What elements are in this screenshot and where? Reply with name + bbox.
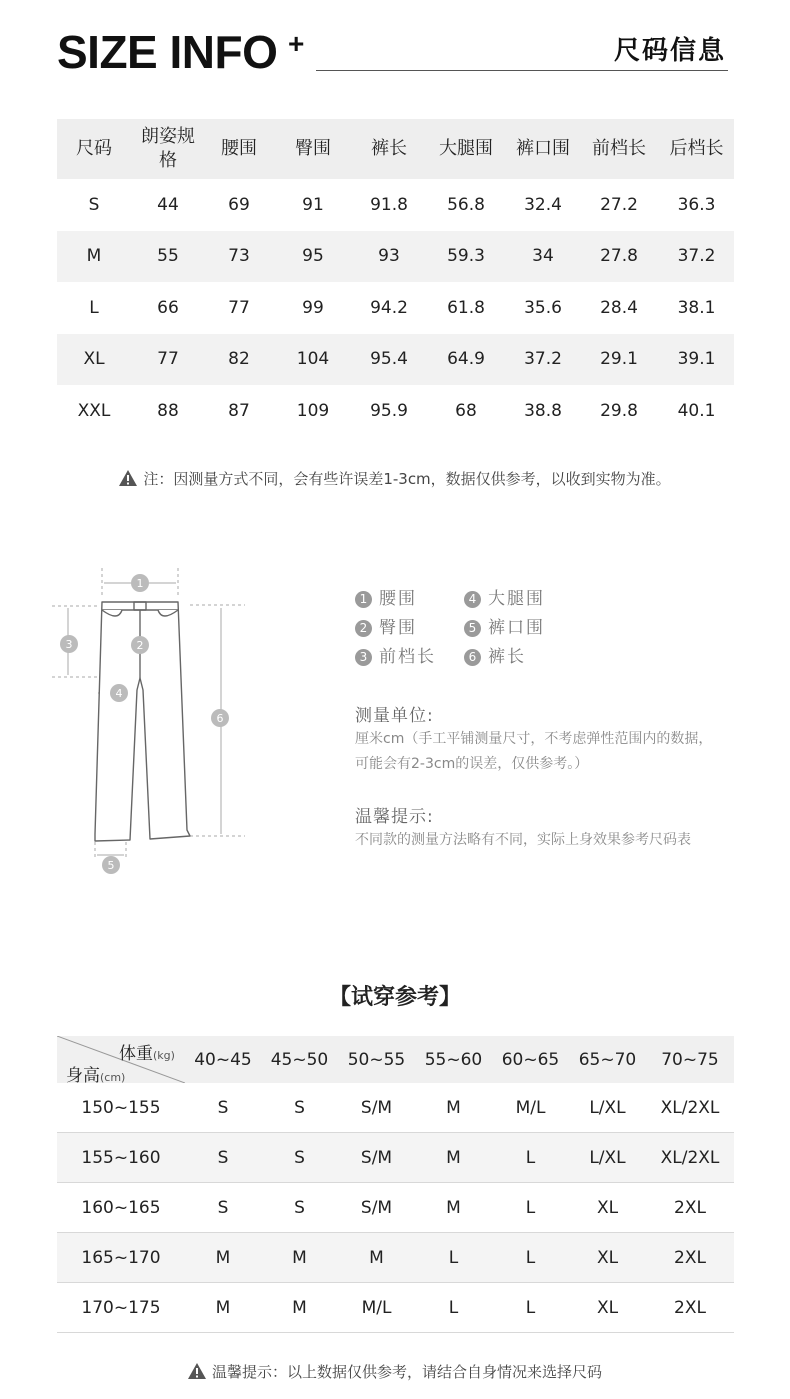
table-cell: 104 — [296, 349, 330, 370]
table-cell: L — [525, 1147, 536, 1168]
table-cell: 38.8 — [524, 400, 562, 421]
legend-number: 6 — [464, 649, 481, 666]
table-row — [57, 1183, 734, 1233]
header-cell: 大腿围 — [439, 138, 493, 159]
table-cell: 32.4 — [524, 194, 562, 215]
measure-unit-heading: 测量单位: — [355, 706, 434, 726]
table-cell: L — [525, 1247, 536, 1268]
table-cell: 94.2 — [370, 297, 408, 318]
corner-weight-label: 体重 — [119, 1044, 153, 1064]
table-cell: L — [89, 297, 99, 318]
legend-number: 5 — [464, 620, 481, 637]
table-cell: S — [88, 194, 100, 215]
table-cell: 93 — [378, 246, 400, 267]
table-cell: 73 — [228, 246, 250, 267]
marker-1: 1 — [136, 577, 144, 590]
table-cell: 55 — [157, 246, 179, 267]
marker-4: 4 — [115, 687, 123, 700]
table-cell: S — [294, 1097, 305, 1118]
table-cell: M — [292, 1247, 307, 1268]
table-cell: 28.4 — [600, 297, 638, 318]
table-cell: M — [446, 1097, 461, 1118]
legend-number: 3 — [355, 649, 372, 666]
table-cell: 40.1 — [677, 400, 716, 421]
table-cell: 29.1 — [600, 349, 638, 370]
size-table — [57, 119, 734, 437]
table-cell: XXL — [77, 400, 111, 421]
header-cell: 65~70 — [578, 1049, 637, 1070]
table-cell: M — [86, 246, 102, 267]
table-cell: 109 — [296, 400, 330, 421]
page-title: SIZE INFO — [57, 26, 278, 78]
table-row — [57, 231, 734, 283]
header-cell: 裤口围 — [516, 138, 570, 159]
table-cell: 35.6 — [524, 297, 562, 318]
table-cell: 2XL — [674, 1297, 706, 1318]
header-cell: 50~55 — [347, 1049, 406, 1070]
height-cell: 160~165 — [81, 1197, 161, 1218]
table-cell: 27.2 — [600, 194, 638, 215]
table-cell: 82 — [228, 349, 250, 370]
table-cell: S — [217, 1197, 229, 1218]
table-cell: 2XL — [674, 1197, 706, 1218]
legend-item — [464, 613, 545, 638]
header-cell — [131, 125, 205, 173]
table-cell: 34 — [532, 246, 554, 267]
legend-label: 大腿围 — [488, 589, 545, 609]
table-cell: XL — [596, 1247, 619, 1268]
table-cell: 69 — [228, 194, 250, 215]
corner-weight-unit: (kg) — [153, 1049, 175, 1062]
table-row — [57, 1133, 734, 1183]
table-cell: S — [294, 1197, 305, 1218]
table-cell: 37.2 — [677, 246, 716, 267]
table-cell: M — [446, 1197, 461, 1218]
note-text: 温馨提示：以上数据仅供参考，请结合自身情况来选择尺码 — [211, 1363, 602, 1381]
table-cell: L — [448, 1247, 459, 1268]
table-row — [57, 179, 734, 231]
table-cell: 95.4 — [370, 349, 408, 370]
table-cell: 88 — [157, 400, 179, 421]
table-cell: S/M — [360, 1097, 393, 1118]
table-cell: 59.3 — [447, 246, 485, 267]
legend-item — [355, 584, 417, 609]
corner-weight — [119, 1039, 175, 1064]
header-cell: 臀围 — [295, 138, 331, 159]
fit-table — [57, 1036, 734, 1333]
table-row — [57, 1233, 734, 1283]
legend-item — [355, 613, 417, 638]
table-row — [57, 1283, 734, 1333]
legend-number: 2 — [355, 620, 372, 637]
corner-height-label: 身高 — [66, 1066, 100, 1086]
height-cell: 165~170 — [81, 1247, 161, 1268]
table-cell: L/XL — [589, 1097, 626, 1118]
fit-table-header — [57, 1036, 734, 1086]
table-cell: 56.8 — [447, 194, 485, 215]
pants-diagram — [40, 560, 260, 880]
table-cell: M — [369, 1247, 384, 1268]
table-cell: L/XL — [589, 1147, 626, 1168]
note-text: 注：因测量方式不同，会有些许误差1-3cm，数据仅供参考，以收到实物为准。 — [143, 470, 671, 488]
table-cell: 36.3 — [677, 194, 716, 215]
table-cell: 64.9 — [447, 349, 485, 370]
table-cell: 44 — [157, 194, 179, 215]
table-cell: XL/2XL — [660, 1097, 720, 1118]
table-cell: 99 — [302, 297, 324, 318]
header-cell: 45~50 — [270, 1049, 329, 1070]
table-cell: M — [215, 1297, 231, 1318]
corner-height-unit: (cm) — [100, 1071, 126, 1084]
table-cell: XL/2XL — [660, 1147, 720, 1168]
height-cell: 150~155 — [81, 1097, 161, 1118]
table-cell: 95.9 — [370, 400, 408, 421]
table-cell: L — [525, 1297, 536, 1318]
table-cell: 39.1 — [677, 349, 716, 370]
table-cell: L — [525, 1197, 536, 1218]
table-cell: 66 — [157, 297, 179, 318]
table-cell: M — [215, 1247, 231, 1268]
table-cell: S/M — [360, 1147, 393, 1168]
height-cell: 155~160 — [81, 1147, 161, 1168]
size-table-header — [57, 119, 734, 179]
legend-item — [355, 642, 436, 667]
table-cell: 91 — [302, 194, 324, 215]
legend-label: 裤口围 — [488, 618, 545, 638]
title-plus-mark: + — [288, 28, 305, 59]
legend-number: 4 — [464, 591, 481, 608]
table-cell: 91.8 — [370, 194, 408, 215]
marker-3: 3 — [65, 638, 73, 651]
corner-cell — [57, 1036, 185, 1086]
table-cell: M/L — [515, 1097, 546, 1118]
legend-label: 臀围 — [379, 618, 417, 638]
warning-icon — [119, 470, 137, 486]
legend-label: 裤长 — [488, 647, 526, 667]
table-cell: L — [448, 1297, 459, 1318]
fit-table-note — [0, 1361, 790, 1382]
header-cell: 尺码 — [76, 138, 112, 159]
table-row — [57, 334, 734, 386]
size-table-note — [0, 468, 790, 489]
legend-item — [464, 642, 526, 667]
table-cell: S — [294, 1147, 305, 1168]
table-cell: S — [217, 1097, 229, 1118]
table-cell: 2XL — [674, 1247, 706, 1268]
header-cell: 裤长 — [371, 138, 407, 159]
table-row — [57, 385, 734, 437]
table-cell: 27.8 — [600, 246, 638, 267]
table-cell: 77 — [157, 349, 179, 370]
corner-height — [66, 1061, 125, 1086]
header-cell: 腰围 — [221, 138, 257, 159]
legend-number: 1 — [355, 591, 372, 608]
legend-item — [464, 584, 545, 609]
table-cell: M — [446, 1147, 461, 1168]
table-cell: 95 — [302, 246, 324, 267]
header-cell: 前档长 — [592, 138, 646, 159]
measure-unit-line2: 可能会有2-3cm的误差，仅供参考。） — [355, 756, 589, 772]
table-cell: XL — [83, 349, 105, 370]
header-cell: 70~75 — [661, 1049, 719, 1070]
table-cell: XL — [596, 1297, 619, 1318]
header-cell-line: 朗姿规 — [141, 126, 195, 147]
table-cell: S/M — [360, 1197, 393, 1218]
warning-icon — [188, 1363, 206, 1379]
tips-heading: 温馨提示: — [355, 807, 434, 827]
table-cell: 29.8 — [600, 400, 638, 421]
tips-text: 不同款的测量方法略有不同，实际上身效果参考尺码表 — [355, 832, 691, 848]
table-cell: 68 — [455, 400, 477, 421]
measure-unit-line1: 厘米cm（手工平铺测量尺寸，不考虑弹性范围内的数据， — [355, 731, 713, 747]
header-cell-line: 格 — [159, 150, 177, 171]
header-cell: 55~60 — [424, 1049, 483, 1070]
table-cell: M/L — [361, 1297, 392, 1318]
table-cell: 77 — [228, 297, 250, 318]
table-cell: 37.2 — [524, 349, 562, 370]
table-cell: XL — [596, 1197, 619, 1218]
table-cell: 61.8 — [447, 297, 485, 318]
table-cell: M — [292, 1297, 307, 1318]
height-cell: 170~175 — [81, 1297, 161, 1318]
header-cell: 60~65 — [501, 1049, 560, 1070]
table-row — [57, 1083, 734, 1133]
fit-table-title: 【试穿参考】 — [328, 985, 461, 1010]
table-cell: 87 — [228, 400, 250, 421]
title-underline — [316, 70, 728, 71]
page-title-cn: 尺码信息 — [613, 36, 726, 66]
marker-2: 2 — [136, 639, 144, 652]
table-cell: S — [217, 1147, 229, 1168]
table-cell: 38.1 — [677, 297, 716, 318]
header-cell: 后档长 — [669, 138, 724, 159]
table-row — [57, 282, 734, 334]
legend-label: 前档长 — [379, 647, 436, 667]
marker-5: 5 — [107, 859, 115, 872]
legend-label: 腰围 — [379, 589, 417, 609]
header-cell: 40~45 — [194, 1049, 252, 1070]
marker-6: 6 — [216, 712, 224, 725]
